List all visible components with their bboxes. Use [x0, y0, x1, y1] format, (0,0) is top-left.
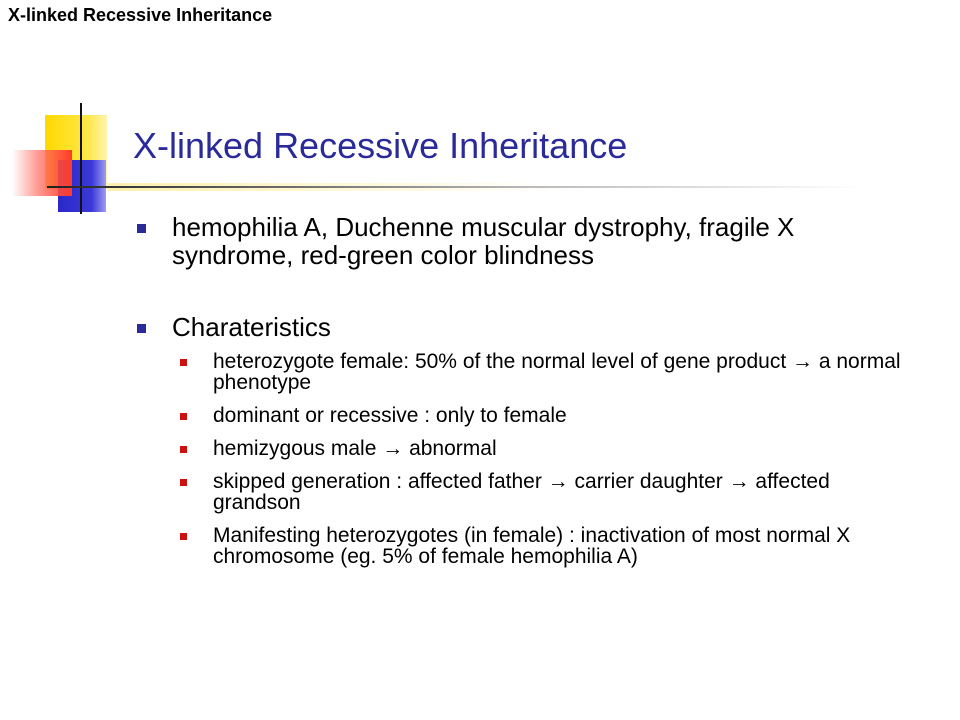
sub-bullet-text: hemizygous male → abnormal: [213, 437, 497, 460]
square-bullet-icon: [180, 359, 187, 366]
sub-bullet-item: [172, 525, 914, 567]
header-caption: X-linked Recessive Inheritance: [8, 5, 273, 25]
sub-bullet-item: [172, 438, 914, 459]
square-bullet-icon: [137, 224, 146, 233]
sub-bullet-text: Manifesting heterozygotes (in female) : inactivation of most normal X chromosome (eg. 5% of female hemophilia A): [213, 524, 851, 568]
sub-bullet-text: dominant or recessive : only to female: [213, 404, 567, 427]
bullet-characteristics: [134, 313, 914, 341]
decorative-vertical-line: [80, 103, 82, 214]
bullet-text: hemophilia A, Duchenne muscular dystrophy, fragile X syndrome, red-green color blindness: [172, 212, 795, 270]
square-bullet-icon: [137, 324, 146, 333]
sub-bullet-item: [172, 471, 914, 513]
square-bullet-icon: [180, 413, 187, 420]
bullet-diseases: [134, 213, 914, 269]
sub-bullet-text: heterozygote female: 50% of the normal level of gene product → a normal phenotype: [213, 350, 901, 394]
square-bullet-icon: [180, 479, 187, 486]
sub-bullet-text: skipped generation : affected father → carrier daughter → affected grandson: [213, 470, 830, 514]
square-bullet-icon: [180, 533, 187, 540]
bullet-text: Charateristics: [172, 312, 331, 342]
slide-body: [134, 213, 914, 579]
slide-title: X-linked Recessive Inheritance: [133, 125, 628, 166]
sub-bullet-list: [172, 351, 914, 567]
sub-bullet-item: [172, 351, 914, 393]
decorative-horizontal-line: [47, 186, 862, 188]
decorative-red-square: [12, 150, 72, 196]
square-bullet-icon: [180, 446, 187, 453]
sub-bullet-item: [172, 405, 914, 426]
